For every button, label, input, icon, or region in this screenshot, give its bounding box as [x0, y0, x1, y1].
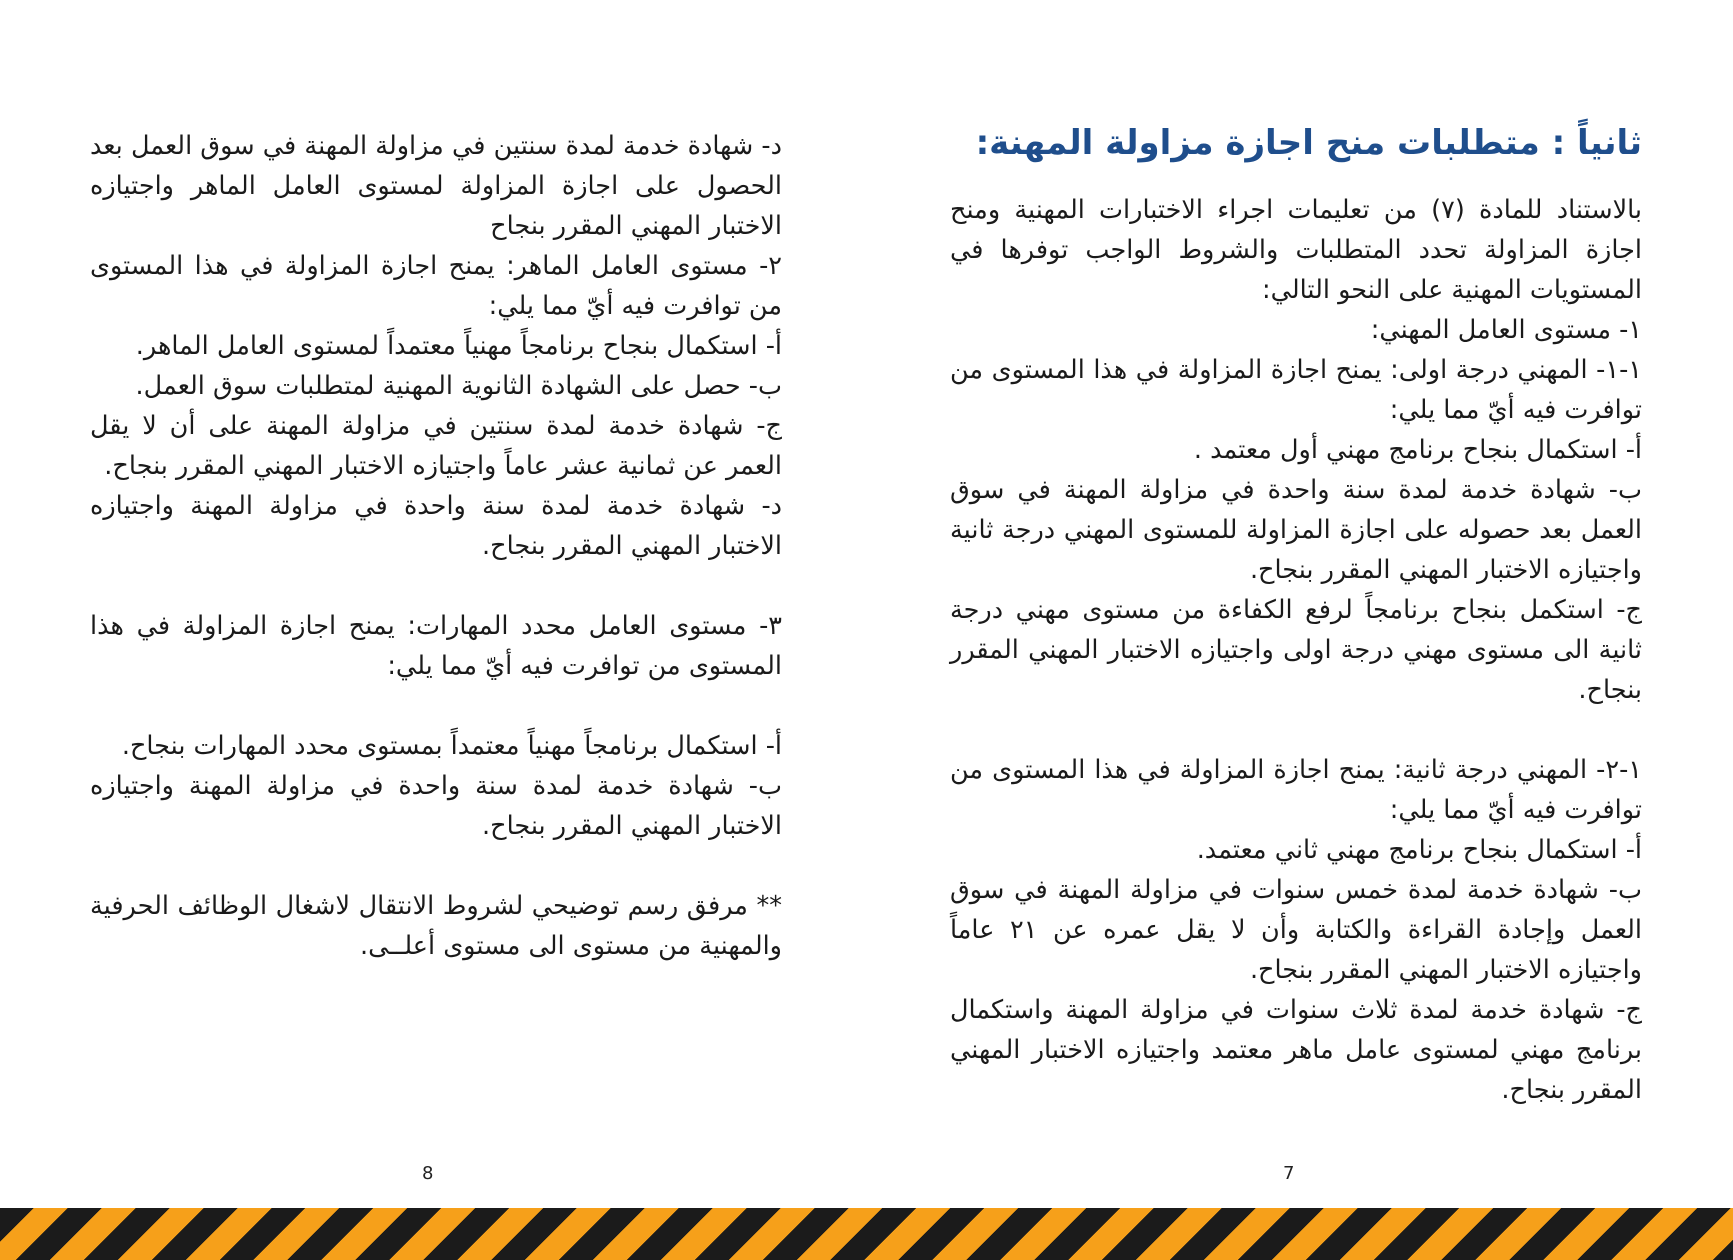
paragraph: ٢- مستوى العامل الماهر: يمنح اجازة المزاولة في هذا المستوى من توافرت فيه أيّ مما يلي:	[81, 251, 782, 321]
paragraph: ب- شهادة خدمة لمدة سنة واحدة في مزاولة المهنة واجتيازه الاختبار المهني المقرر بنجاح.	[81, 771, 782, 841]
paragraph: ج- شهادة خدمة لمدة ثلاث سنوات في مزاولة المهنة واستكمال برنامج مهني لمستوى عامل ماهر معتمد واجتيازه الاختبار المهني المقرر بنجاح.	[941, 995, 1642, 1105]
paragraph: ١-٢- المهني درجة ثانية: يمنح اجازة المزاولة في هذا المستوى من توافرت فيه أيّ مما يلي:	[941, 755, 1642, 825]
paragraph: أ- استكمال بنجاح برنامجاً مهنياً معتمداً لمستوى العامل الماهر.	[135, 331, 782, 361]
paragraph: أ- استكمال بنجاح برنامج مهني ثاني معتمد.	[1196, 835, 1642, 865]
spacer	[90, 566, 782, 606]
paragraph: ب- شهادة خدمة لمدة سنة واحدة في مزاولة المهنة في سوق العمل بعد حصوله على اجازة المزاولة للمستوى المهني درجة ثانية واجتيازه الاختبار المهني المقرر بنجاح.	[941, 475, 1642, 585]
right-page-column	[941, 118, 1643, 1110]
paragraph: أ- استكمال بنجاح برنامج مهني أول معتمد .	[1193, 435, 1642, 465]
page-number-left: 8	[422, 1163, 434, 1184]
paragraph: ب- شهادة خدمة لمدة خمس سنوات في مزاولة المهنة في سوق العمل وإجادة القراءة والكتابة وأن لا يقل عمره عن ٢١ عاماً واجتيازه الاختبار المهني المقرر بنجاح.	[941, 875, 1642, 985]
paragraph: ١- مستوى العامل المهني:	[1370, 315, 1642, 345]
paragraph: ** مرفق رسم توضيحي لشروط الانتقال لاشغال الوظائف الحرفية والمهنية من مستوى الى مستوى أعلــى.	[81, 891, 782, 961]
paragraph: د- شهادة خدمة لمدة سنتين في مزاولة المهنة في سوق العمل بعد الحصول على اجازة المزاولة لمستوى العامل الماهر واجتيازه الاختبار المهني المقرر بنجاح	[81, 131, 782, 241]
paragraph: ١-١- المهني درجة اولى: يمنح اجازة المزاولة في هذا المستوى من توافرت فيه أيّ مما يلي:	[941, 355, 1642, 425]
paragraph: بالاستناد للمادة (٧) من تعليمات اجراء الاختبارات المهنية ومنح اجازة المزاولة تحدد المتطلبات والشروط الواجب توفرها في المستويات المهنية على النحو التالي:	[941, 195, 1643, 305]
section-title: ثانياً : متطلبات منح اجازة مزاولة المهنة:	[975, 123, 1642, 163]
paragraph: ج- استكمل بنجاح برنامجاً لرفع الكفاءة من مستوى مهني درجة ثانية الى مستوى مهني درجة اولى واجتيازه الاختبار المهني المقرر بنجاح.	[941, 595, 1642, 705]
page-number-right: 7	[1283, 1163, 1295, 1184]
spacer	[90, 686, 782, 726]
paragraph: ج- شهادة خدمة لمدة سنتين في مزاولة المهنة على أن لا يقل العمر عن ثمانية عشر عاماً واجتيازه الاختبار المهني المقرر بنجاح.	[81, 411, 782, 481]
paragraph: أ- استكمال برنامجاً مهنياً معتمداً بمستوى محدد المهارات بنجاح.	[121, 731, 782, 761]
left-page-column	[81, 126, 782, 966]
paragraph: ٣- مستوى العامل محدد المهارات: يمنح اجازة المزاولة في هذا المستوى من توافرت فيه أيّ مما يلي:	[81, 611, 782, 681]
spacer	[90, 846, 782, 886]
hazard-stripe-footer	[0, 1208, 1733, 1260]
paragraph: د- شهادة خدمة لمدة سنة واحدة في مزاولة المهنة واجتيازه الاختبار المهني المقرر بنجاح.	[81, 491, 782, 561]
paragraph: ب- حصل على الشهادة الثانوية المهنية لمتطلبات سوق العمل.	[135, 371, 782, 401]
spacer	[950, 710, 1642, 750]
